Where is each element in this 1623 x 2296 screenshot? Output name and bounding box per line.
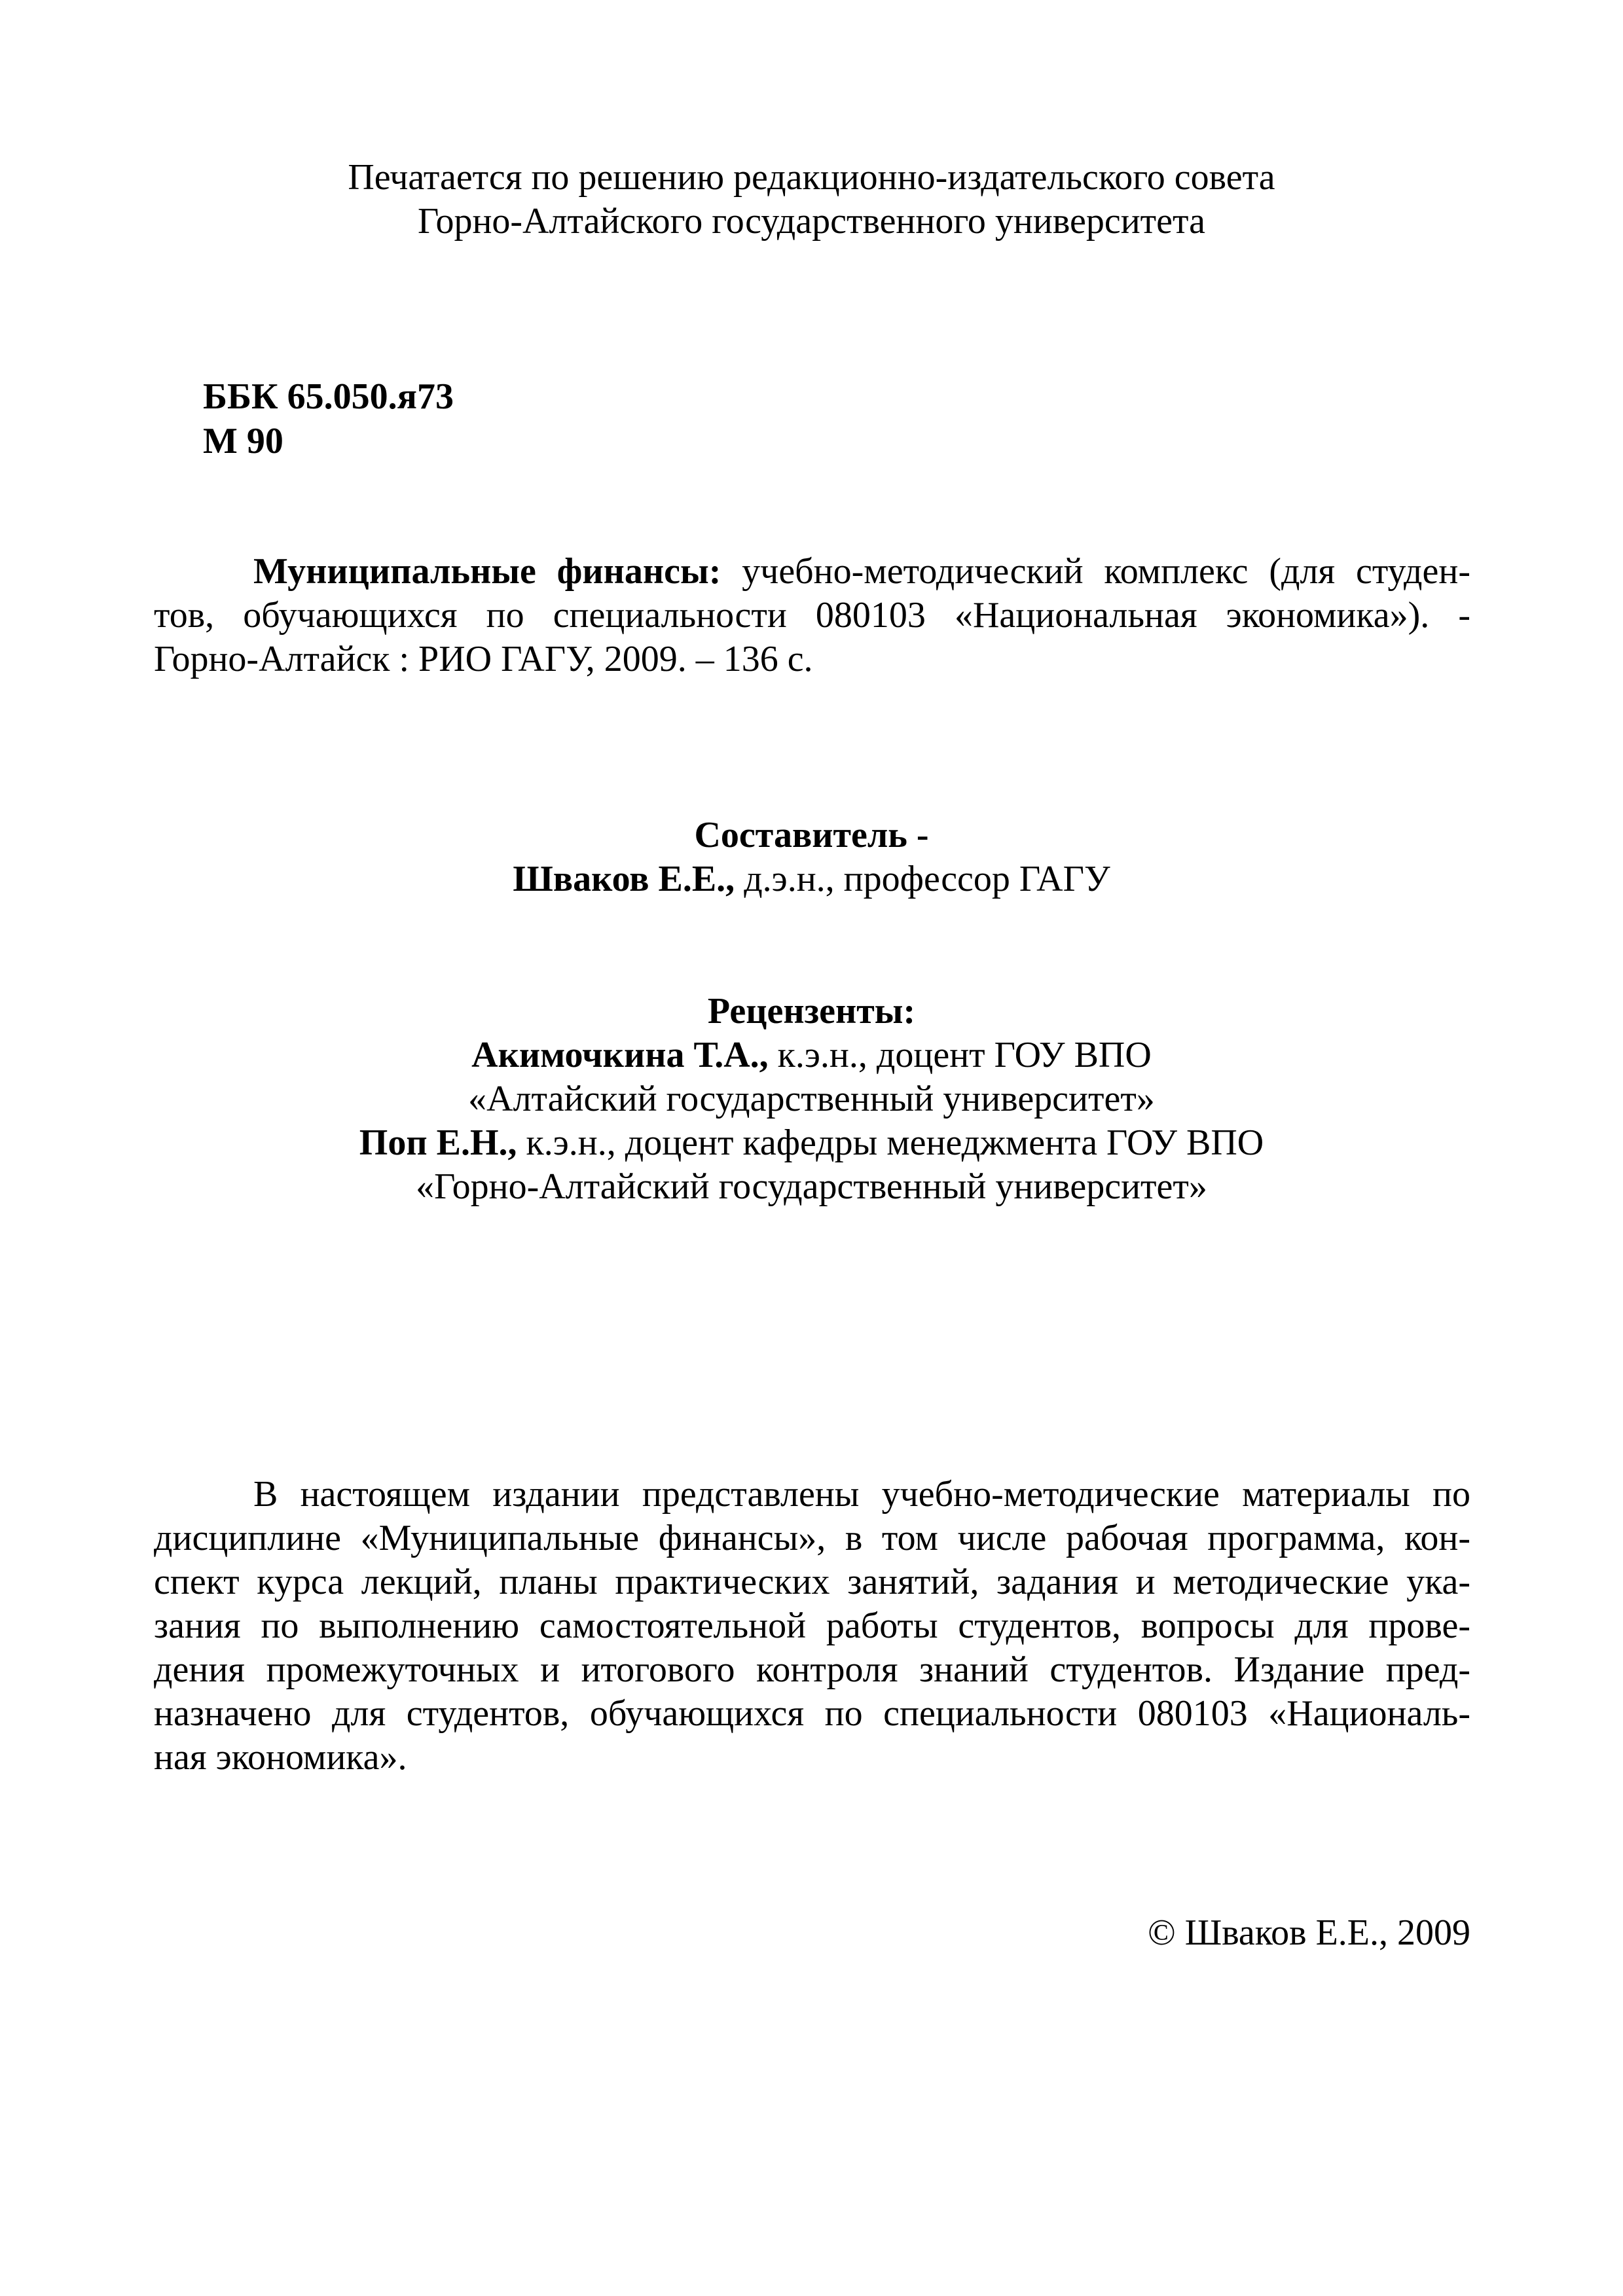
compiler-section <box>0 814 1623 901</box>
reviewers-section <box>0 990 1623 1209</box>
description-line-1-rest: учебно-методический комплекс (для студен- <box>721 551 1470 592</box>
annotation-line: дисциплине «Муниципальные финансы», в том числе рабочая программа, кон- <box>154 1518 1470 1558</box>
annotation-line: ная экономика». <box>154 1737 407 1778</box>
annotation-line: В настоящем издании представлены учебно-методические материалы по <box>253 1474 1470 1515</box>
reviewer-1-credentials: к.э.н., доцент ГОУ ВПО <box>768 1035 1152 1075</box>
annotation-line: зания по выполнению самостоятельной работы студентов, вопросы для прове- <box>154 1605 1470 1646</box>
description-line-3: Горно-Алтайск : РИО ГАГУ, 2009. – 136 с. <box>154 639 813 679</box>
bibliographic-description <box>154 550 1470 681</box>
annotation-line: назначено для студентов, обучающихся по специальности 080103 «Националь- <box>154 1693 1470 1734</box>
approval-line-2: Горно-Алтайского государственного университета <box>417 201 1205 242</box>
book-title: Муниципальные финансы: <box>253 551 721 592</box>
reviewer-1-line <box>0 1033 1623 1077</box>
annotation-line: спект курса лекций, планы практических занятий, задания и методические ука- <box>154 1562 1470 1602</box>
description-line-2: тов, обучающихся по специальности 080103 «Национальная экономика»). - <box>154 595 1470 636</box>
reviewer-2-org: «Горно-Алтайский государственный университет» <box>416 1166 1207 1207</box>
approval-line-1: Печатается по решению редакционно-издательского совета <box>348 157 1275 198</box>
reviewer-1-name: Акимочкина Т.А., <box>471 1035 769 1075</box>
compiler-credentials: д.э.н., профессор ГАГУ <box>735 859 1110 899</box>
compiler-heading-text: Составитель - <box>694 815 929 855</box>
compiler-name: Шваков Е.Е., <box>513 859 735 899</box>
compiler-line <box>0 857 1623 901</box>
reviewers-heading-text: Рецензенты: <box>707 991 916 1031</box>
annotation-line: дения промежуточных и итогового контроля знаний студентов. Издание пред- <box>154 1649 1470 1690</box>
description-line-1 <box>154 550 1470 594</box>
reviewer-2-line <box>0 1121 1623 1165</box>
author-mark: М 90 <box>203 421 283 461</box>
reviewer-2-credentials: к.э.н., доцент кафедры менеджмента ГОУ ВПО <box>517 1122 1264 1163</box>
classification-codes <box>203 374 454 463</box>
reviewer-2-name: Поп Е.Н., <box>359 1122 517 1163</box>
copyright-notice: © Шваков Е.Е., 2009 <box>1148 1912 1470 1953</box>
reviewers-heading <box>0 990 1623 1033</box>
annotation-paragraph <box>154 1473 1470 1780</box>
compiler-heading <box>0 814 1623 857</box>
bbk-code: ББК 65.050.я73 <box>203 376 454 417</box>
publication-approval <box>0 156 1623 243</box>
reviewer-1-org: «Алтайский государственный университет» <box>468 1079 1155 1119</box>
